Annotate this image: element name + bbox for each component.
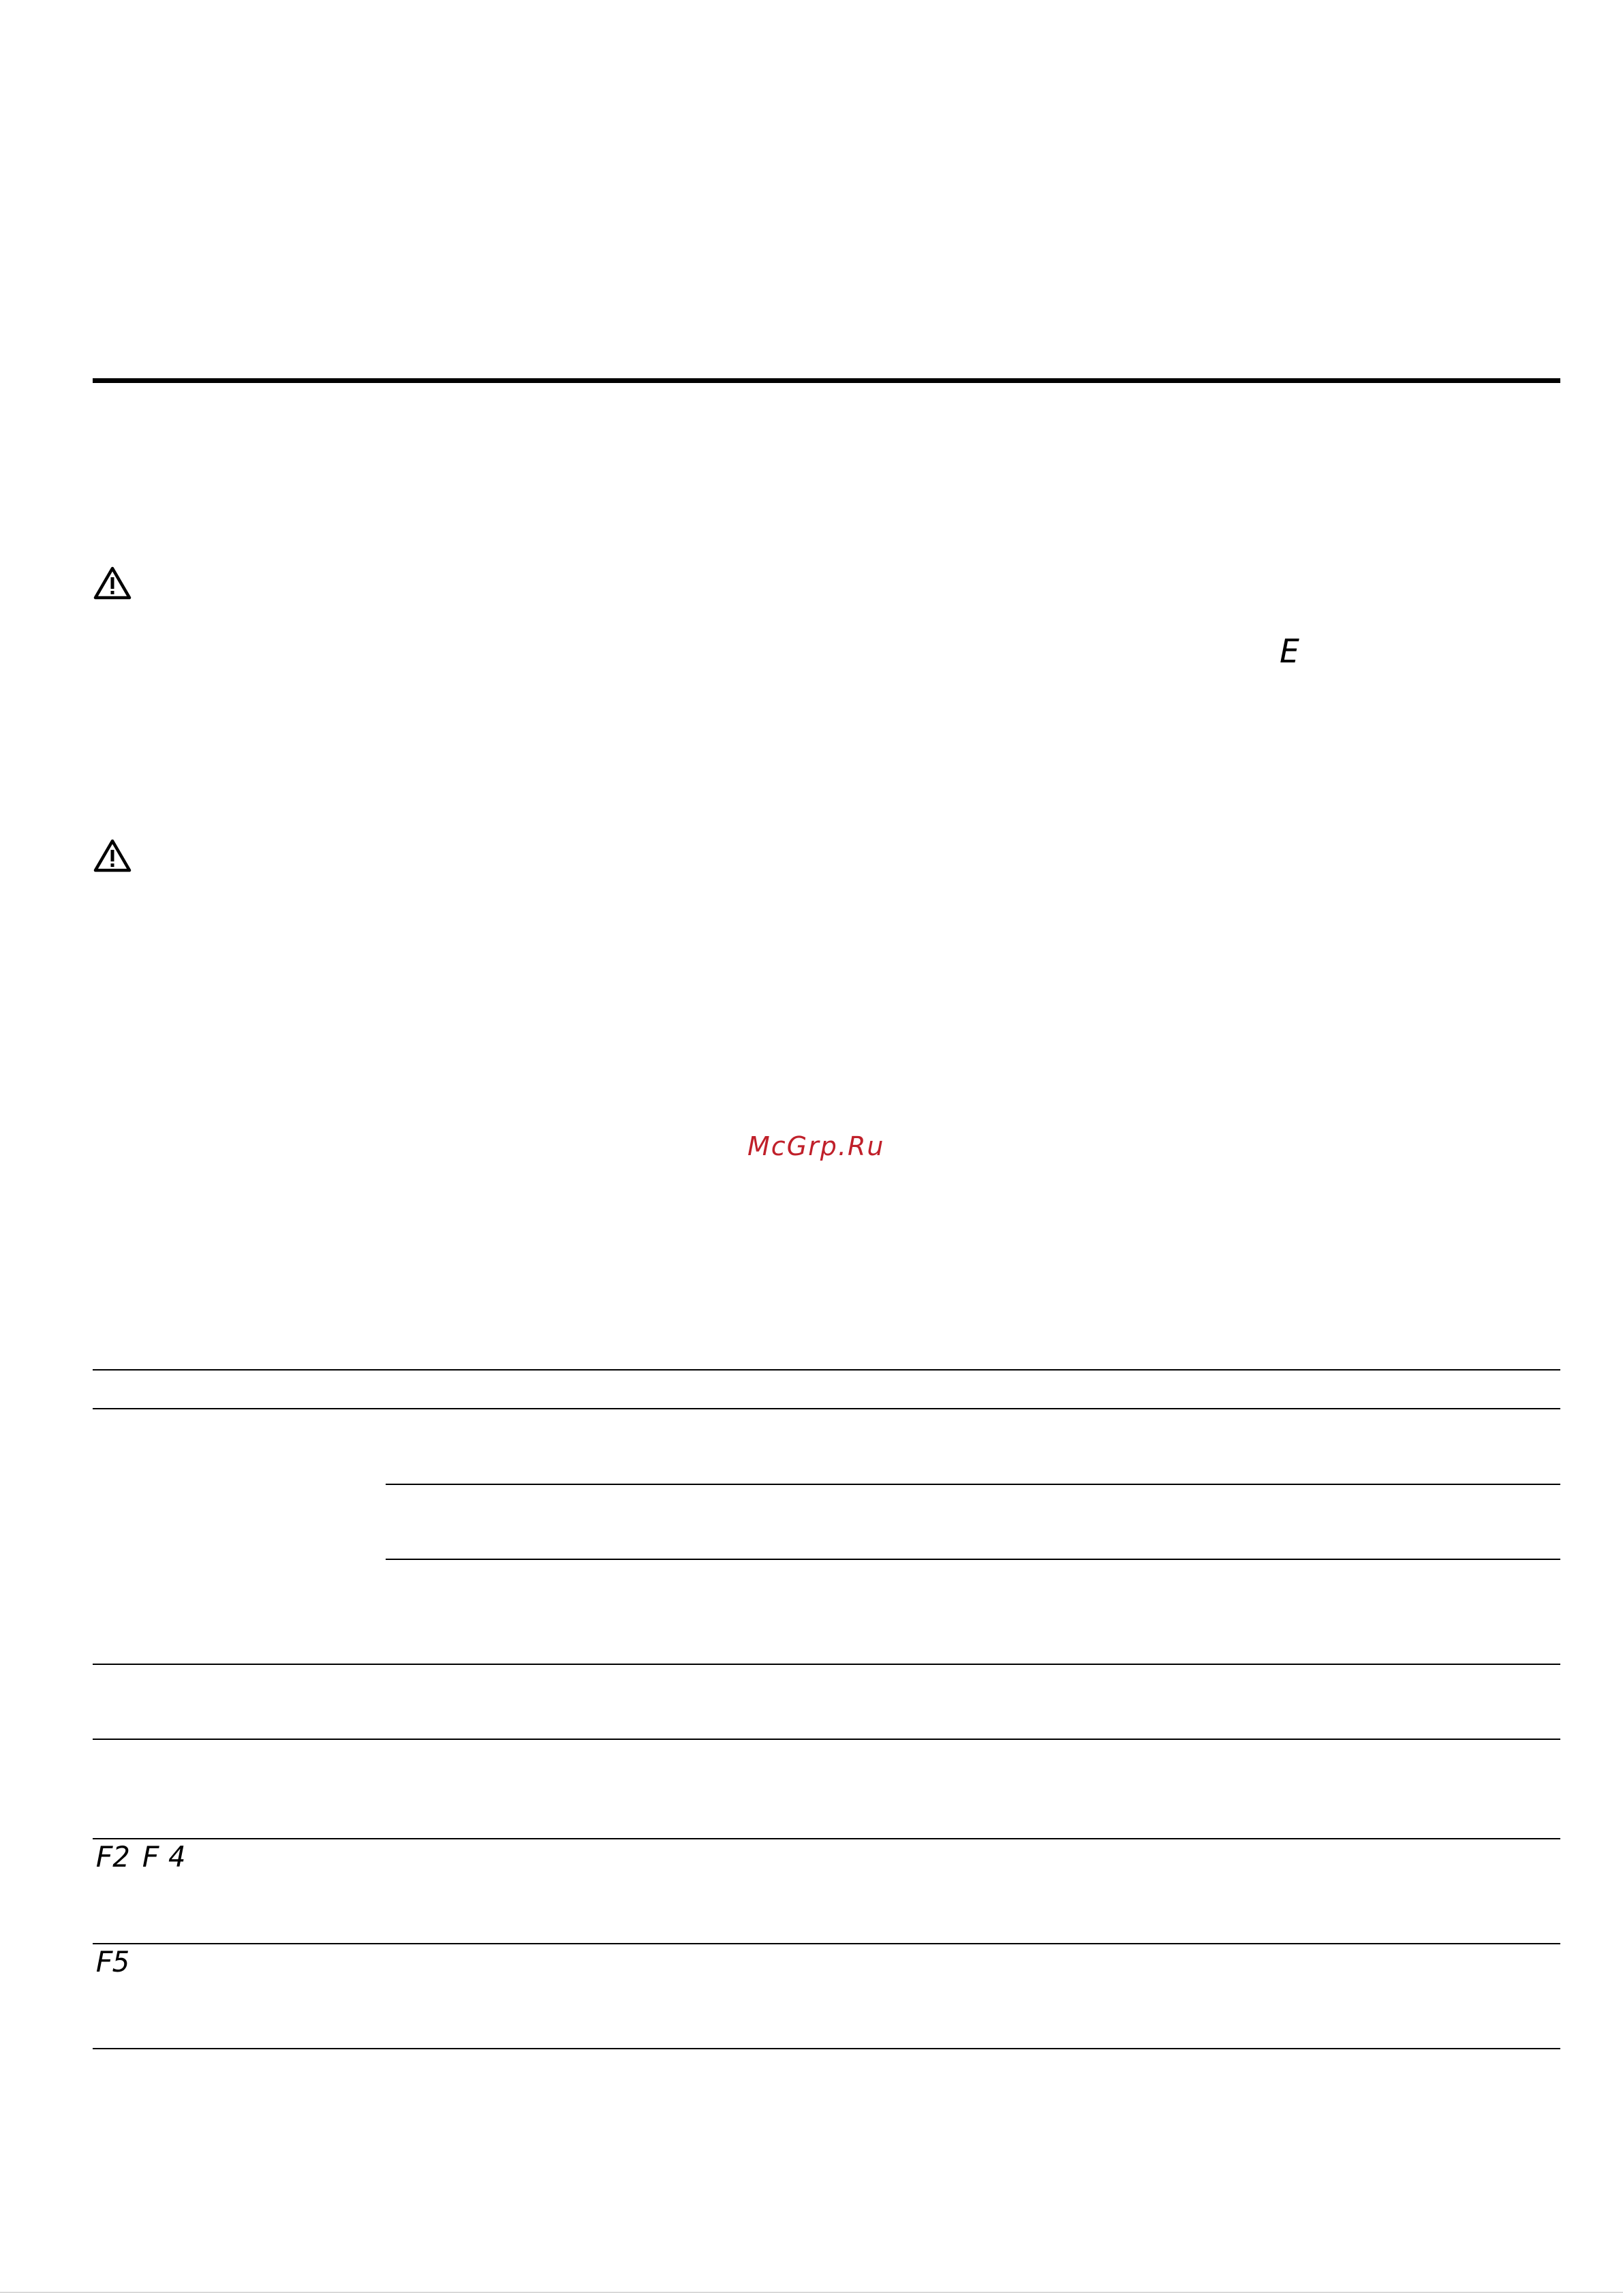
watermark: McGrp.Ru (747, 1131, 885, 1161)
table-bottom-rule (93, 2048, 1560, 2049)
table-row-rule (93, 1943, 1560, 1944)
table-header-rule (93, 1408, 1560, 1409)
table-row-rule (93, 1664, 1560, 1665)
display-symbol-f5: F5 (95, 1945, 130, 1978)
table-top-rule (93, 1369, 1560, 1371)
display-symbol-e: E (1280, 632, 1299, 671)
header-rule (93, 378, 1560, 383)
display-symbol-f2: F2 (95, 1840, 130, 1873)
warning-icon (93, 566, 132, 600)
table-row-rule (93, 1838, 1560, 1839)
table-row-rule (93, 1739, 1560, 1740)
warning-icon (93, 838, 132, 872)
table-subrow-rule (386, 1559, 1560, 1560)
footer-rule (0, 2292, 1623, 2293)
display-symbol-f4: F4 (142, 1840, 196, 1873)
table-subrow-rule (386, 1484, 1560, 1485)
